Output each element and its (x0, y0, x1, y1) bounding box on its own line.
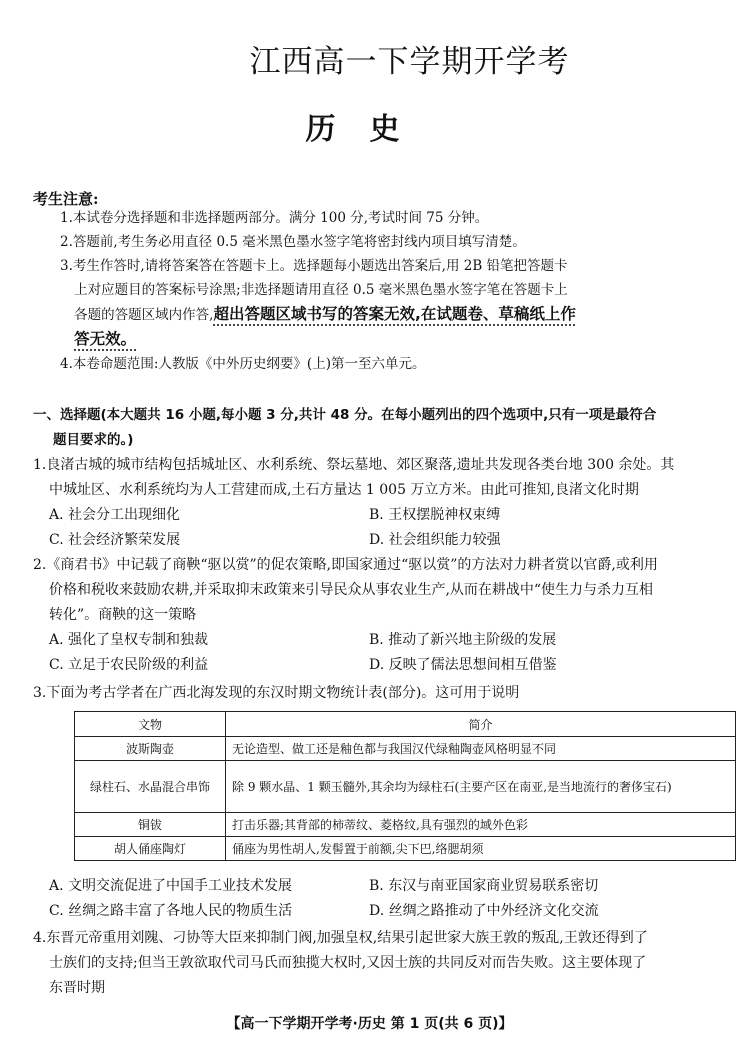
option-d: D. 丝绸之路推动了中外经济文化交流 (369, 903, 599, 919)
page-footer: 【高一下学期开学考·历史 第 1 页(共 6 页)】 (226, 1016, 513, 1032)
option-c: C. 丝绸之路丰富了各地人民的物质生活 (49, 903, 293, 919)
table-header-row (75, 712, 736, 737)
question-1-stem-2: 中城址区、水利系统均为人工营建而成,土石方量达 1 005 万立方米。由此可推知,良渚文化时期 (49, 482, 639, 498)
question-2-stem-3: 转化”。商鞅的这一策略 (49, 607, 197, 623)
notice-item-4: 4.本卷命题范围:人教版《中外历史纲要》(上)第一至六单元。 (60, 356, 426, 372)
table-header-cell: 简介 (226, 712, 736, 737)
question-1-options (33, 503, 718, 553)
table-cell: 打击乐器;其背部的柿蒂纹、菱格纹,具有强烈的域外色彩 (226, 813, 736, 837)
option-b: B. 王权摆脱神权束缚 (369, 507, 501, 523)
question-3 (33, 681, 718, 706)
question-4-stem-1: 4.东晋元帝重用刘隗、刁协等大臣来抑制门阀,加强皇权,结果引起世家大族王敦的叛乱,王敦还得到了 (33, 930, 648, 946)
question-4 (33, 926, 718, 1001)
notice-title: 考生注意: (33, 190, 99, 208)
table-row (75, 837, 736, 861)
section-title (33, 403, 713, 453)
notice-item-1: 1.本试卷分选择题和非选择题两部分。满分 100 分,考试时间 75 分钟。 (60, 210, 489, 226)
table-cell: 无论造型、做工还是釉色都与我国汉代绿釉陶壶风格明显不同 (226, 737, 736, 761)
option-b: B. 东汉与南亚国家商业贸易联系密切 (369, 878, 599, 894)
notice-item-2: 2.答题前,考生务必用直径 0.5 毫米黑色墨水签字笔将密封线内项目填写清楚。 (60, 234, 526, 250)
question-4-stem-2: 士族们的支持;但当王敦欲取代司马氏而独揽大权时,又因士族的共同反对而告失败。这主要体现了 (49, 955, 647, 971)
option-d: D. 反映了儒法思想间相互借鉴 (369, 657, 557, 673)
option-c: C. 社会经济繁荣发展 (49, 532, 181, 548)
question-3-options (33, 874, 718, 924)
question-1 (33, 453, 718, 553)
question-2-options (33, 628, 718, 678)
table-row (75, 737, 736, 761)
question-3-stem-1: 3.下面为考古学者在广西北海发现的东汉时期文物统计表(部分)。这可用于说明 (33, 685, 520, 701)
table-header-cell: 文物 (75, 712, 226, 737)
notice-item-3-emphasis: 超出答题区域书写的答案无效,在试题卷、草稿纸上作答无效。 (74, 305, 576, 348)
table-cell: 胡人俑座陶灯 (75, 837, 226, 861)
option-b: B. 推动了新兴地主阶级的发展 (369, 632, 557, 648)
option-a: A. 文明交流促进了中国手工业技术发展 (49, 878, 293, 894)
table-cell: 除 9 颗水晶、1 颗玉髓外,其余均为绿柱石(主要产区在南亚,是当地流行的奢侈宝石) (226, 761, 736, 813)
notice-item-3 (60, 254, 580, 352)
notice-item-3-text: 3.考生作答时,请将答案答在答题卡上。选择题每小题选出答案后,用 2B 铅笔把答题卡上对应题目的答案标号涂黑;非选择题请用直径 0.5 毫米黑色墨水签字笔在答题卡上各题的答题区域内作答, (60, 258, 568, 323)
option-d: D. 社会组织能力较强 (369, 532, 501, 548)
notice-list (60, 206, 580, 376)
table-row (75, 813, 736, 837)
subject-title: 历史 (305, 112, 434, 147)
question-2 (33, 553, 718, 678)
section-title-line-2: 题目要求的。) (53, 432, 134, 448)
table-cell: 铜钹 (75, 813, 226, 837)
option-c: C. 立足于农民阶级的利益 (49, 657, 209, 673)
section-title-line-1: 一、选择题(本大题共 16 小题,每小题 3 分,共计 48 分。在每小题列出的四个选项中,只有一项是最符合 (33, 407, 657, 423)
table-cell: 俑座为男性胡人,发髻置于前额,尖下巴,络腮胡须 (226, 837, 736, 861)
table-cell: 绿柱石、水晶混合串饰 (75, 761, 226, 813)
table-row (75, 761, 736, 813)
artifact-table (74, 711, 736, 861)
question-2-stem-1: 2.《商君书》中记载了商鞅“驱以赏”的促农策略,即国家通过“驱以赏”的方法对力耕者赏以官爵,或利用 (33, 557, 658, 573)
exam-title: 江西高一下学期开学考 (249, 44, 570, 80)
question-4-stem-3: 东晋时期 (49, 980, 105, 996)
question-2-stem-2: 价格和税收来鼓励农耕,并采取抑末政策来引导民众从事农业生产,从而在耕战中“使生力与杀力互相 (49, 582, 654, 598)
option-a: A. 强化了皇权专制和独裁 (49, 632, 209, 648)
option-a: A. 社会分工出现细化 (49, 507, 181, 523)
question-1-stem-1: 1.良渚古城的城市结构包括城址区、水利系统、祭坛墓地、郊区聚落,遗址共发现各类台地 300 余处。其 (33, 457, 675, 473)
question-3-options-block (33, 874, 718, 924)
table-cell: 波斯陶壶 (75, 737, 226, 761)
